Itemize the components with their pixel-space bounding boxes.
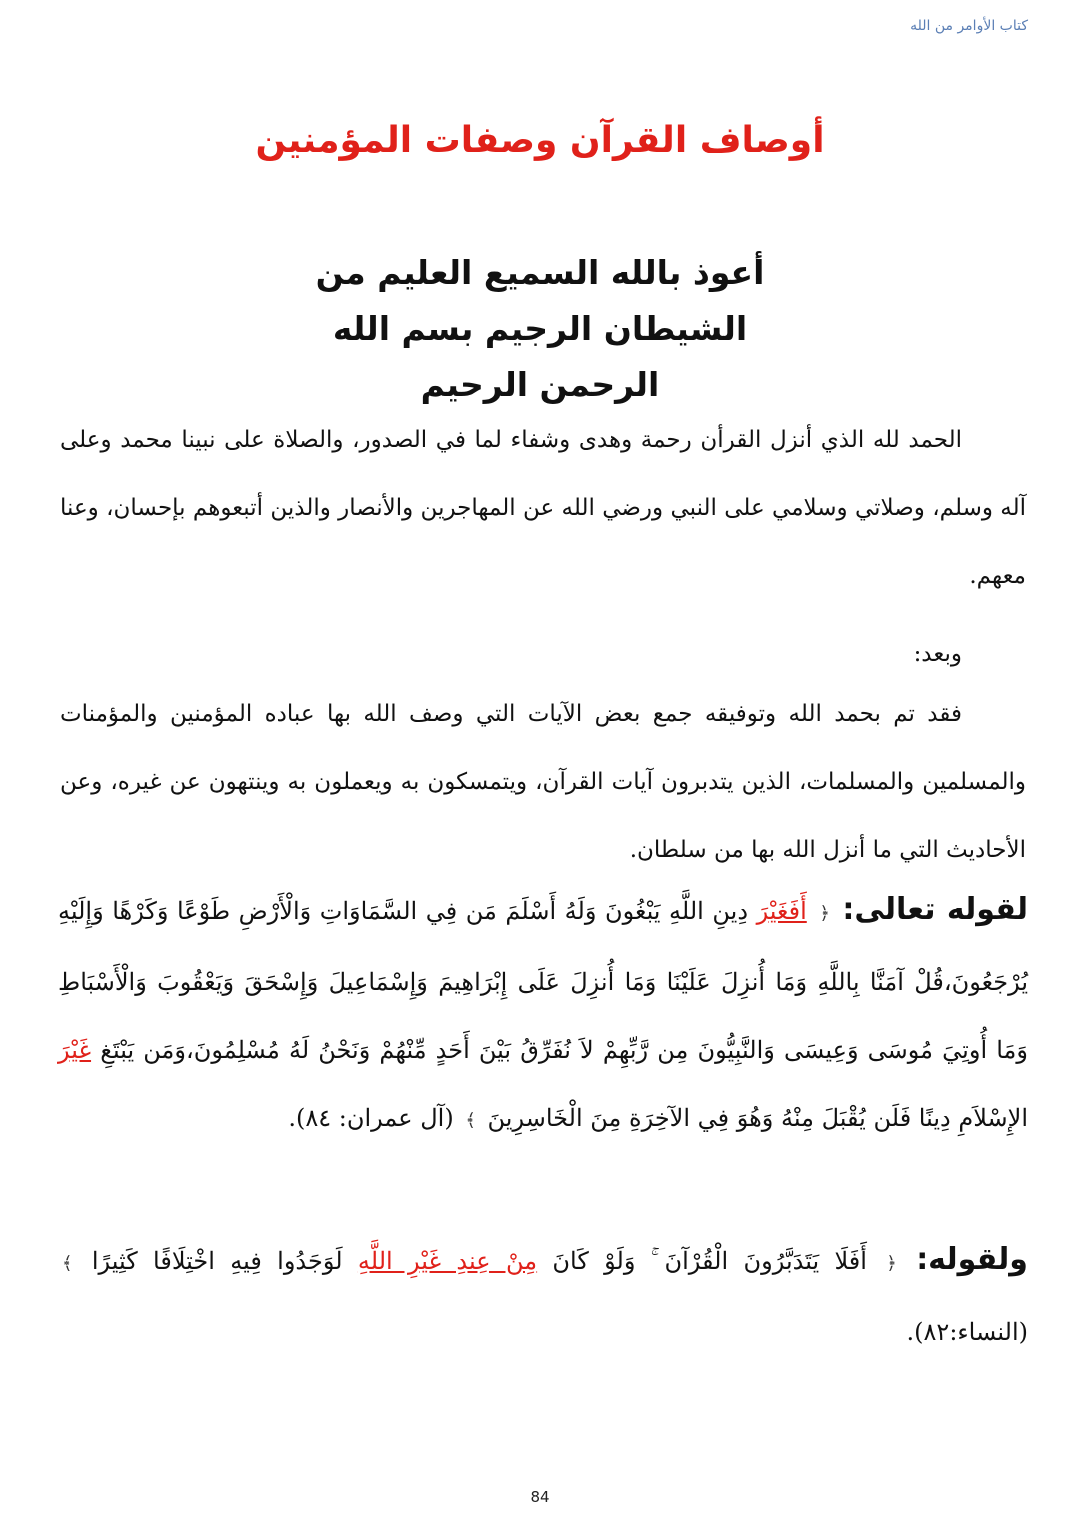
opening-invocation <box>140 245 940 413</box>
verse-1-text-2: الإِسْلاَمِ دِينًا فَلَن يُقْبَلَ مِنْهُ وَهُوَ فِي الآخِرَةِ مِنَ الْخَاسِرِينَ <box>487 1104 1028 1132</box>
verse-2-close-ornament: ﴾ <box>62 1253 73 1274</box>
verse-2-text-2: لَوَجَدُوا فِيهِ اخْتِلَافًا كَثِيرًا <box>91 1247 343 1275</box>
opening-line-2: الشيطان الرجيم بسم الله <box>332 309 748 348</box>
verse-1-lead: لقوله تعالى: <box>842 892 1028 927</box>
verse-1-reference: (آل عمران: ٨٤). <box>288 1104 454 1132</box>
page-number: 84 <box>530 1488 550 1506</box>
intro-paragraph: الحمد لله الذي أنزل القرأن رحمة وهدى وشفاء لما في الصدور، والصلاة على نبينا محمد وعلى آله وسلم، وصلاتي وسلامي على النبي ورضي الله عن المهاجرين والأنصار والذين أتبعوهم بإحسان، وعنا معهم. <box>60 427 1026 589</box>
verse-1-text-1: دِينِ اللَّهِ يَبْغُونَ وَلَهُ أَسْلَمَ مَن فِي السَّمَاوَاتِ وَالْأَرْضِ طَوْعًا وَكَرْهًا وَإِلَيْهِ يُرْجَعُونَ،قُلْ آمَنَّا بِاللَّهِ وَمَا أُنزِلَ عَلَيْنَا وَمَا أُنزِلَ عَلَى إِبْرَاهِيمَ وَإِسْمَاعِيلَ وَإِسْحَقَ وَيَعْقُوبَ وَالْأَسْبَاطِ وَمَا أُوتِيَ مُوسَى وَعِيسَى وَالنَّبِيُّونَ مِن رَّبِّهِمْ لاَ نُفَرِّقُ بَيْنَ أَحَدٍ مِّنْهُمْ وَنَحْنُ لَهُ مُسْلِمُونَ،وَمَن يَبْتَغِ <box>58 897 1029 1064</box>
verse-block-1 <box>58 876 1028 1155</box>
page-title: أوصاف القرآن وصفات المؤمنين <box>255 120 825 161</box>
verse-1-highlight-2: غَيْرَ <box>58 1036 92 1064</box>
verse-2-reference: (النساء:٨٢). <box>906 1318 1028 1346</box>
verse-1-close-ornament: ﴾ <box>465 1110 476 1131</box>
verse-block-2 <box>58 1226 1028 1366</box>
verse-2-open-ornament: ﴿ <box>886 1253 897 1274</box>
transition-text: وبعد: <box>913 641 962 667</box>
verse-2-highlight: مِنْ عِندِ غَيْرِ اللَّهِ <box>357 1247 538 1275</box>
purpose-paragraph: فقد تم بحمد الله وتوفيقه جمع بعض الآيات التي وصف الله بها عباده المؤمنين والمؤمنات والمسلمين والمسلمات، الذين يتدبرون آيات القرآن، ويتمسكون به ويعملون به وينتهون عن غيره، وعن الأحاديث التي ما أنزل الله بها من سلطان. <box>60 701 1026 863</box>
verse-1-open-ornament: ﴿ <box>819 903 830 924</box>
verse-2-text-1: أَفَلَا يَتَدَبَّرُونَ الْقُرْآنَ ۚ وَلَوْ كَانَ <box>552 1247 867 1275</box>
verse-2-lead: ولقوله: <box>916 1242 1028 1277</box>
opening-line-3: الرحمن الرحيم <box>420 365 660 404</box>
verse-1-highlight-1: أَفَغَيْرَ <box>756 897 807 925</box>
running-header: كتاب الأوامر من الله <box>910 18 1028 34</box>
opening-line-1: أعوذ بالله السميع العليم من <box>315 253 765 292</box>
